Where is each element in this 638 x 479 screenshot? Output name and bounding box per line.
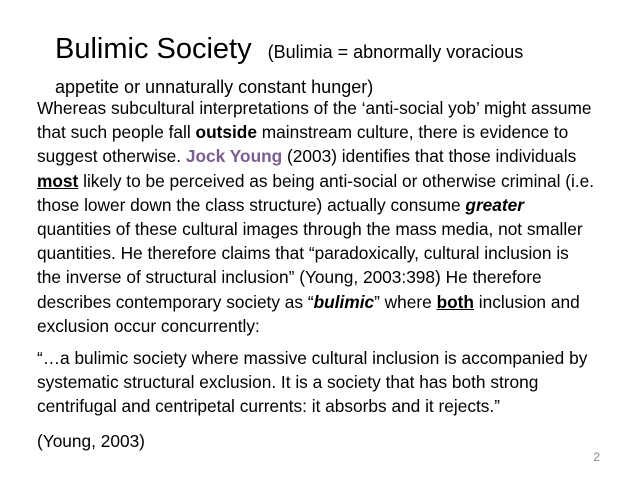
page-number: 2	[593, 450, 600, 464]
text-run: (2003) identifies that those individuals	[282, 146, 577, 167]
main-paragraph	[37, 96, 597, 338]
text-run: mainstream culture, there is evidence to suggest otherwise.	[37, 122, 569, 167]
text-run: ” where	[374, 291, 437, 312]
emphasis-greater: greater	[465, 194, 524, 215]
emphasis-bulimic: bulimic	[313, 291, 375, 312]
title-main: Bulimic Society	[55, 33, 252, 65]
reference: (Young, 2003)	[37, 430, 145, 451]
title-subtitle-continued: appetite or unnaturally constant hunger)	[55, 77, 374, 97]
emphasis-both: both	[436, 291, 474, 312]
quote-paragraph: “…a bulimic society where massive cultural inclusion is accompanied by systematic structural exclusion. It is a society that has both strong centrifugal and centripetal currents: it absorbs and it rejects.”	[37, 348, 588, 417]
author-name: Jock Young	[185, 146, 283, 167]
text-run: Whereas subcultural interpretations of the ‘anti-social yob’ might assume that such people fall	[37, 98, 592, 143]
text-run: quantities of these cultural images through the mass media, not smaller quantities. He therefore claims that “paradoxically, cultural inclusion is the inverse of structural inclusion” (Young, 2003:398) He therefore describes contemporary society as “	[37, 219, 583, 312]
title-line-1	[55, 32, 615, 71]
title-subtitle: (Bulimia = abnormally voracious	[267, 42, 524, 62]
text-run: likely to be perceived as being anti-social or otherwise criminal (i.e. those lower down the class structure) actually consume	[37, 170, 595, 215]
slide-body	[37, 96, 597, 453]
emphasis-outside: outside	[195, 122, 257, 143]
slide-title	[55, 32, 615, 101]
text-run: inclusion and exclusion occur concurrently:	[37, 291, 580, 336]
emphasis-most: most	[37, 170, 79, 191]
